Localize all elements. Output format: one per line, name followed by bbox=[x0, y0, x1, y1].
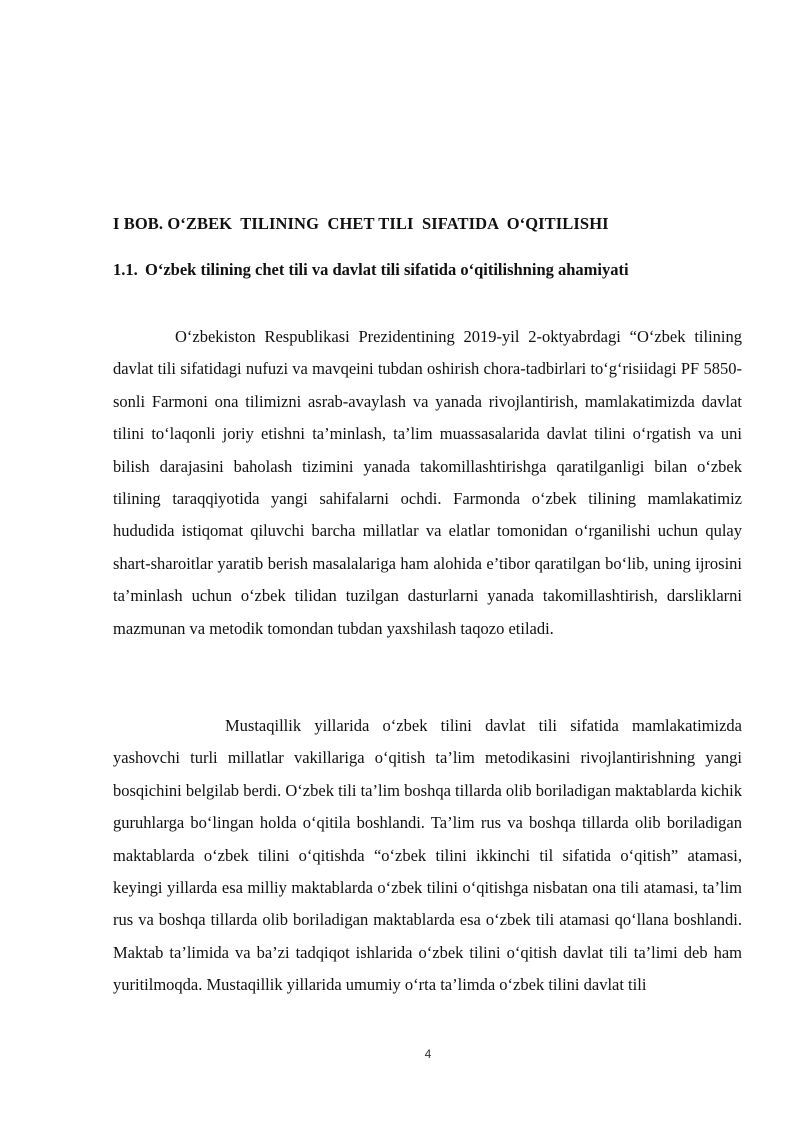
paragraph: Mustaqillik yillarida o‘zbek tilini davlat tili sifatida mamlakatimizda yashovchi turli millatlar vakillariga o‘qitish ta’lim metodikasini rivojlantirishning yangi bosqichini belgilab berdi. O‘zbek tili ta’lim boshqa tillarda olib boriladigan maktablarda kichik guruhlarga bo‘lingan holda o‘qitila boshlandi. Ta’lim rus va boshqa tillarda olib boriladigan maktablarda o‘zbek tilini o‘qitishda “o‘zbek tilini ikkinchi til sifatida o‘qitish” atamasi, keyingi yillarda esa milliy maktablarda o‘zbek tilini o‘qitishga nisbatan ona tili atamasi, ta’lim rus va boshqa tillarda olib boriladigan maktablarda esa o‘zbek tili atamasi qo‘llana boshlandi. Maktab ta’limida va ba’zi tadqiqot ishlarida o‘zbek tilini o‘qitish davlat tili ta’limi deb ham yuritilmoqda. Mustaqillik yillarida umumiy o‘rta ta’limda o‘zbek tilini davlat tili bbox=[113, 716, 742, 995]
paragraph: O‘zbekiston Respublikasi Prezidentining 2019-yil 2-oktyabrdagi “O‘zbek tilining davlat tili sifatidagi nufuzi va mavqeini tubdan oshirish chora-tadbirlari to‘g‘risiidagi PF 5850-sonli Farmoni ona tilimizni asrab-avaylash va yanada rivojlantirish, mamlakatimizda davlat tilini to‘laqonli joriy etishni ta’minlash, ta’lim muassasalarida davlat tilini o‘rgatish va uni bilish darajasini baholash tizimini yanada takomillashtirishga qaratilganligi bilan o‘zbek tilining taraqqiyotida yangi sahifalarni ochdi. Farmonda o‘zbek tilining mamlakatimiz hududida istiqomat qiluvchi barcha millatlar va elatlar tomonidan o‘rganilishi uchun qulay shart-sharoitlar yaratib berish masalalariga ham alohida e’tibor qaratilgan bo‘lib, uning ijrosini ta’minlash uchun o‘zbek tilidan tuzilgan dasturlarni yanada takomillashtirish, darsliklarni mazmunan va metodik tomondan tubdan yaxshilash taqozo etiladi. bbox=[113, 327, 742, 638]
section-number: 1.1. bbox=[113, 260, 138, 279]
chapter-title: I BOB. O‘ZBEK TILINING CHET TILI SIFATIDA O‘QITILISHI bbox=[113, 214, 609, 233]
section-title bbox=[113, 260, 753, 280]
section-title-text: O‘zbek tilining chet tili va davlat tili sifatida o‘qitilishning ahamiyati bbox=[145, 260, 629, 279]
page-number: 4 bbox=[424, 1047, 432, 1061]
